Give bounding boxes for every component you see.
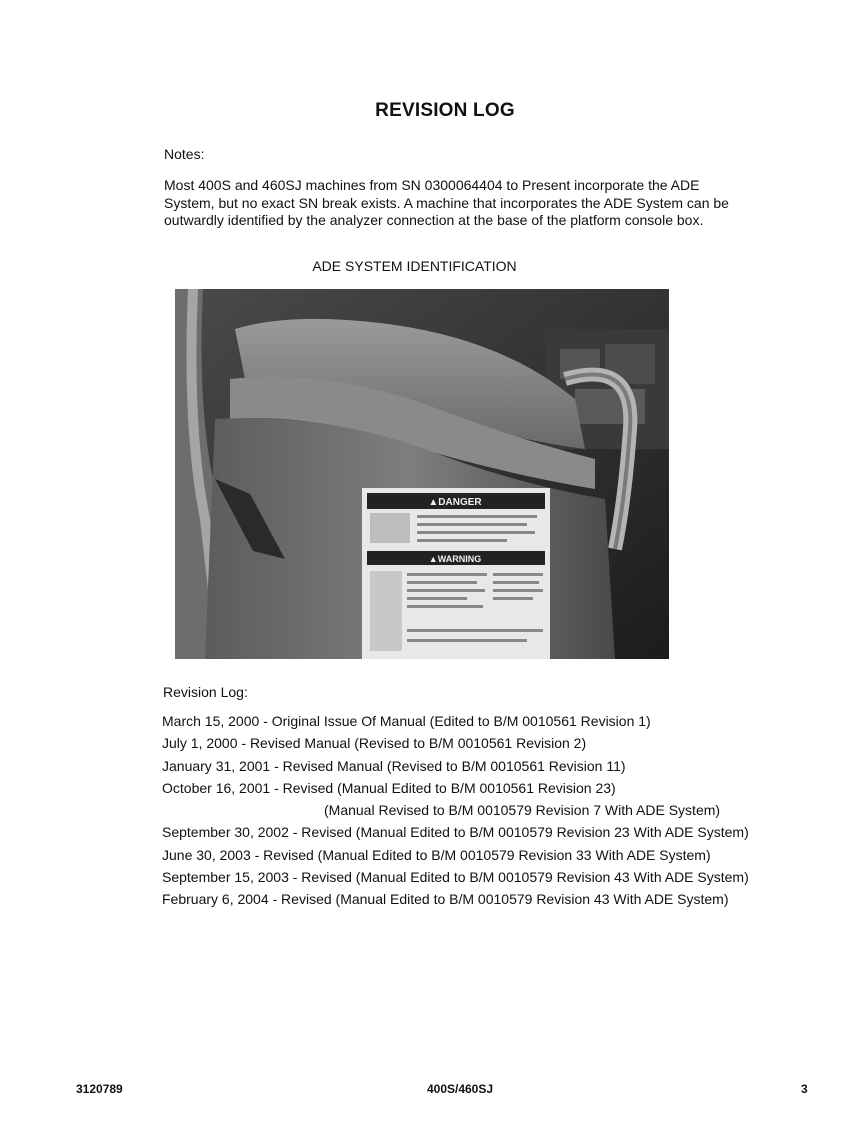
page-title: REVISION LOG: [375, 100, 515, 121]
footer-model: 400S/460SJ: [426, 1082, 494, 1096]
revision-entry: September 15, 2003 - Revised (Manual Edited to B/M 0010579 Revision 43 With ADE System): [162, 869, 749, 886]
decal-warning-label: ▲WARNING: [428, 554, 482, 564]
revision-entry-continuation: (Manual Revised to B/M 0010579 Revision 7 With ADE System): [324, 802, 721, 819]
revision-log-list: [162, 710, 822, 911]
decal-danger-label: ▲DANGER: [428, 497, 482, 508]
footer-doc-number: 3120789: [76, 1082, 123, 1096]
revision-entry: January 31, 2001 - Revised Manual (Revised to B/M 0010561 Revision 11): [162, 757, 626, 774]
footer-page-number: 3: [801, 1082, 808, 1096]
revision-entry: October 16, 2001 - Revised (Manual Edited to B/M 0010561 Revision 23): [162, 779, 616, 796]
notes-paragraph: Most 400S and 460SJ machines from SN 0300064404 to Present incorporate the ADE System, but no exact SN break exists. A machine that incorporates the ADE System can be outwardly identified by the analyzer connection at the base of the platform console box.: [164, 177, 729, 228]
ade-system-photo: [175, 289, 669, 659]
revision-entry: June 30, 2003 - Revised (Manual Edited to B/M 0010579 Revision 33 With ADE System): [162, 846, 711, 863]
revision-entry: July 1, 2000 - Revised Manual (Revised to B/M 0010561 Revision 2): [162, 735, 587, 752]
notes-label: Notes:: [164, 146, 205, 162]
revision-entry: February 6, 2004 - Revised (Manual Edited to B/M 0010579 Revision 43 With ADE System): [162, 891, 729, 908]
revision-entry: March 15, 2000 - Original Issue Of Manual (Edited to B/M 0010561 Revision 1): [162, 713, 651, 729]
revision-entry: September 30, 2002 - Revised (Manual Edited to B/M 0010579 Revision 23 With ADE System): [162, 824, 749, 841]
revision-log-label: Revision Log:: [163, 684, 248, 700]
ade-console-illustration: [175, 289, 669, 659]
figure-caption: ADE SYSTEM IDENTIFICATION: [312, 258, 517, 274]
